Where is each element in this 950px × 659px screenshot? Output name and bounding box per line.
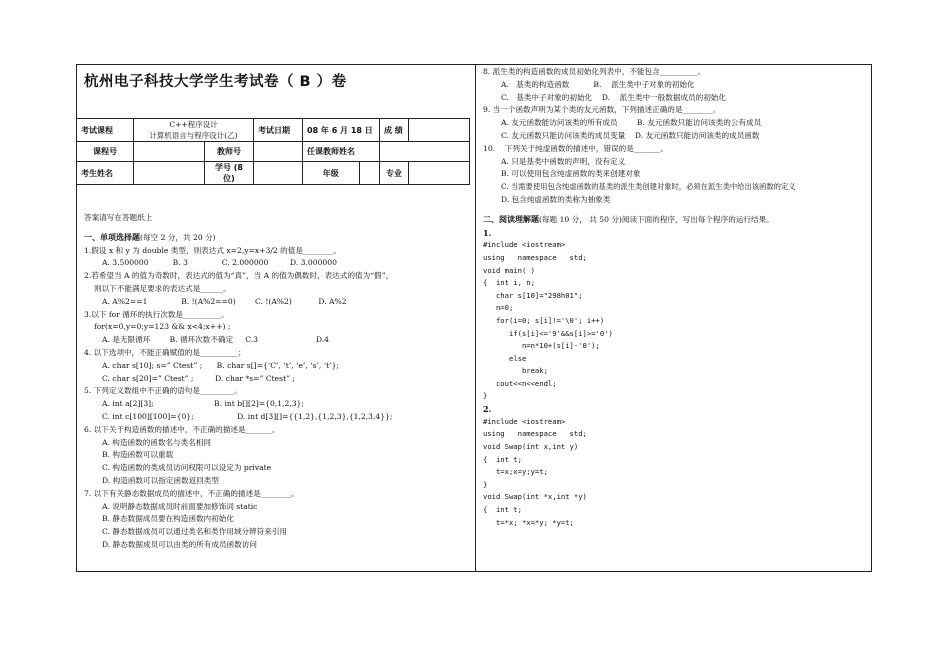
question-4-options-cd: C. char s[20]=” Ctest” ; D. char *s=” Ctest” ; bbox=[102, 373, 295, 383]
grade-cell[interactable] bbox=[359, 162, 379, 185]
question-1-options: A. 3.500000 B. 3 C. 2.000000 D. 3.000000 bbox=[102, 258, 337, 268]
code-line: t=x;x=y;y=t; bbox=[483, 467, 548, 477]
code-line: t=*x; *x=*y; *y=t; bbox=[483, 517, 574, 527]
program-1-code bbox=[483, 239, 868, 403]
question-9: 9. 当一个函数声明为某个类的友元函数，下列描述正确的是________。 bbox=[483, 105, 721, 115]
question-2-cont: 则以下不能满足要求的表达式是______。 bbox=[94, 283, 231, 293]
question-10: 10. 下列关于纯虚函数的描述中，错误的是_______。 bbox=[483, 143, 668, 153]
question-5-options-cd: C. int c[100][100]={0}; D. int d[3][]={{1,2},{1,2,3},{1,2,3,4}}; bbox=[102, 411, 393, 421]
program-1-number: 1. bbox=[483, 227, 492, 238]
question-3: 3.以下 for 循环的执行次数是__________。 bbox=[84, 309, 229, 319]
code-line: #include <iostream> bbox=[483, 240, 566, 250]
code-line: break; bbox=[483, 366, 548, 376]
question-6-option: C. 构造函数的类成员访问权限可以设定为 private bbox=[102, 463, 272, 473]
student-no-cell[interactable] bbox=[254, 162, 303, 185]
info-row-1 bbox=[77, 119, 470, 142]
column-divider bbox=[475, 64, 476, 572]
question-10-option: D. 包含纯虚函数的类称为抽象类 bbox=[501, 194, 611, 204]
question-7: 7. 以下有关静态数据成员的描述中，不正确的描述是________。 bbox=[84, 488, 299, 498]
code-line: else bbox=[483, 353, 527, 363]
section-2-heading bbox=[483, 213, 868, 227]
question-2: 2.若希望当 A 的值为奇数时，表达式的值为“真”，当 A 的值为偶数时，表达式的值为“假”， bbox=[84, 271, 394, 281]
course-name bbox=[134, 119, 254, 142]
code-line: #include <iostream> bbox=[483, 416, 566, 426]
major-cell[interactable] bbox=[409, 162, 470, 185]
question-6-option: A. 构造函数的函数名与类名相同 bbox=[102, 437, 212, 447]
date-value: 08 年 6 月 18 日 bbox=[303, 119, 380, 142]
code-line: { int t; bbox=[483, 454, 522, 464]
section-1-body bbox=[84, 212, 470, 552]
question-7-option: B. 静态数据成员要在构造函数内初始化 bbox=[102, 514, 234, 524]
question-9-options-cd: C. 友元函数只能访问该类的成员变量 D. 友元函数只能访问该类的成员函数 bbox=[501, 130, 760, 140]
student-no-label: 学号 (8 位) bbox=[205, 162, 254, 185]
score-label: 成 绩 bbox=[380, 119, 409, 142]
student-name-label: 考生姓名 bbox=[77, 162, 134, 185]
question-7-option: D. 静态数据成员可以由类的所有成员函数访问 bbox=[102, 539, 257, 549]
question-10-option: B. 可以使用包含纯虚函数的类来创建对象 bbox=[501, 169, 641, 179]
right-column-body bbox=[483, 66, 868, 529]
question-10-option: A. 只是基类中函数的声明，没有定义 bbox=[501, 156, 626, 166]
question-5: 5. 下列定义数组中不正确的语句是_________。 bbox=[84, 386, 242, 396]
code-line: } bbox=[483, 391, 488, 401]
code-line: using namespace std; bbox=[483, 252, 587, 262]
question-7-option: A. 说明静态数据成员时前面要加修饰词 static bbox=[102, 501, 258, 511]
code-line: { int t; bbox=[483, 505, 522, 515]
question-8-options-ab: A. 基类的构造函数 B. 派生类中子对象的初始化 bbox=[501, 79, 695, 89]
code-line: n=0; bbox=[483, 303, 514, 313]
section-2-title: 二、阅读理解题 bbox=[483, 213, 539, 224]
code-line: for(i=0; s[i]!='\0'; i++) bbox=[483, 315, 605, 325]
question-6: 6. 以下关于构造函数的描述中，不正确的描述是_______。 bbox=[84, 424, 280, 434]
course-no-label: 课程号 bbox=[77, 142, 134, 162]
question-2-options: A. A%2==1 B. !(A%2==0) C. !(A%2) D. A%2 bbox=[102, 296, 347, 306]
question-10-option: C. 当需要使用包含纯虚函数的基类的派生类创建对象时，必须在派生类中给出该函数的定义 bbox=[501, 182, 796, 192]
teacher-no-label: 教师号 bbox=[205, 142, 254, 162]
info-row-2 bbox=[77, 142, 470, 162]
exam-info-table bbox=[76, 118, 470, 185]
code-line: void Swap(int *x,int *y) bbox=[483, 492, 587, 502]
question-8: 8. 派生类的构造函数的成员初始化列表中，不能包含__________。 bbox=[483, 67, 706, 76]
code-line: void Swap(int x,int y) bbox=[483, 442, 579, 452]
info-row-3 bbox=[77, 162, 470, 185]
section-1-heading bbox=[84, 231, 470, 245]
code-line: using namespace std; bbox=[483, 429, 587, 439]
code-line: if(s[i]<='9'&&s[i]>='0') bbox=[483, 328, 613, 338]
question-5-options-ab: A. int a[2][3]; B. int b[][2]={0,1,2,3}; bbox=[102, 399, 304, 409]
score-cell[interactable] bbox=[409, 119, 470, 142]
section-1-note: (每空 2 分，共 20 分) bbox=[140, 232, 216, 242]
instruction-text: 答案请写在答题纸上 bbox=[84, 213, 153, 222]
exam-title: 杭州电子科技大学学生考试卷（ B ）卷 bbox=[84, 74, 347, 90]
question-4-options-ab: A. char s[10]; s=” Ctest” ; B. char s[]={‘C’, ‘t’, ‘e’, ‘s’, ‘t’}; bbox=[102, 360, 339, 370]
teacher-name-cell[interactable] bbox=[380, 142, 470, 162]
code-line: char s[10]="298h01"; bbox=[483, 290, 583, 300]
course-no-cell[interactable] bbox=[134, 142, 205, 162]
major-label: 专业 bbox=[380, 162, 409, 185]
question-3-options: A. 是无限循环 B. 循环次数不确定 C.3 D.4 bbox=[102, 335, 330, 345]
teacher-no-cell[interactable] bbox=[254, 142, 303, 162]
question-4: 4. 以下选项中，不能正确赋值的是__________； bbox=[84, 347, 246, 357]
question-1: 1.假设 x 和 y 为 double 类型，则表达式 x=2,y=x+3/2 的值是________。 bbox=[84, 245, 341, 255]
code-line: n=n*10+(s[i]-'0'); bbox=[483, 341, 600, 351]
question-3-code: for(x=0,y=0;y=123 && x<4;x++) ; bbox=[94, 322, 231, 332]
code-line: { int i, n; bbox=[483, 278, 535, 288]
date-label: 考试日期 bbox=[254, 119, 303, 142]
course-label: 考试课程 bbox=[77, 119, 134, 142]
question-8-options-cd: C. 基类中子对象的初始化 D. 派生类中一般数据成员的初始化 bbox=[501, 92, 726, 102]
code-line: } bbox=[483, 479, 488, 489]
question-6-option: D. 构造函数可以指定函数返回类型 bbox=[102, 475, 219, 485]
code-line: cout<<n<<endl; bbox=[483, 378, 557, 388]
course-name-1: C++程序设计 bbox=[169, 120, 218, 129]
section-1-title: 一、单项选择题 bbox=[84, 231, 140, 242]
program-2-code bbox=[483, 416, 868, 529]
grade-label: 年级 bbox=[303, 162, 360, 185]
question-6-option: B. 构造函数可以重载 bbox=[102, 450, 174, 460]
student-name-cell[interactable] bbox=[134, 162, 205, 185]
course-name-2: 计算机语言与程序设计(乙) bbox=[149, 131, 238, 140]
question-7-option: C. 静态数据成员可以通过类名和类作用域分辨符来引用 bbox=[102, 527, 288, 537]
teacher-name-label: 任课教师姓名 bbox=[303, 142, 380, 162]
program-2-number: 2. bbox=[483, 404, 492, 415]
code-line: void main( ) bbox=[483, 265, 535, 275]
section-2-note: (每题 10 分， 共 50 分)阅读下面的程序，写出每个程序的运行结果。 bbox=[539, 214, 774, 224]
question-9-options-ab: A. 友元函数能访问该类的所有成员 B. 友元函数只能访问该类的公有成员 bbox=[501, 118, 762, 128]
